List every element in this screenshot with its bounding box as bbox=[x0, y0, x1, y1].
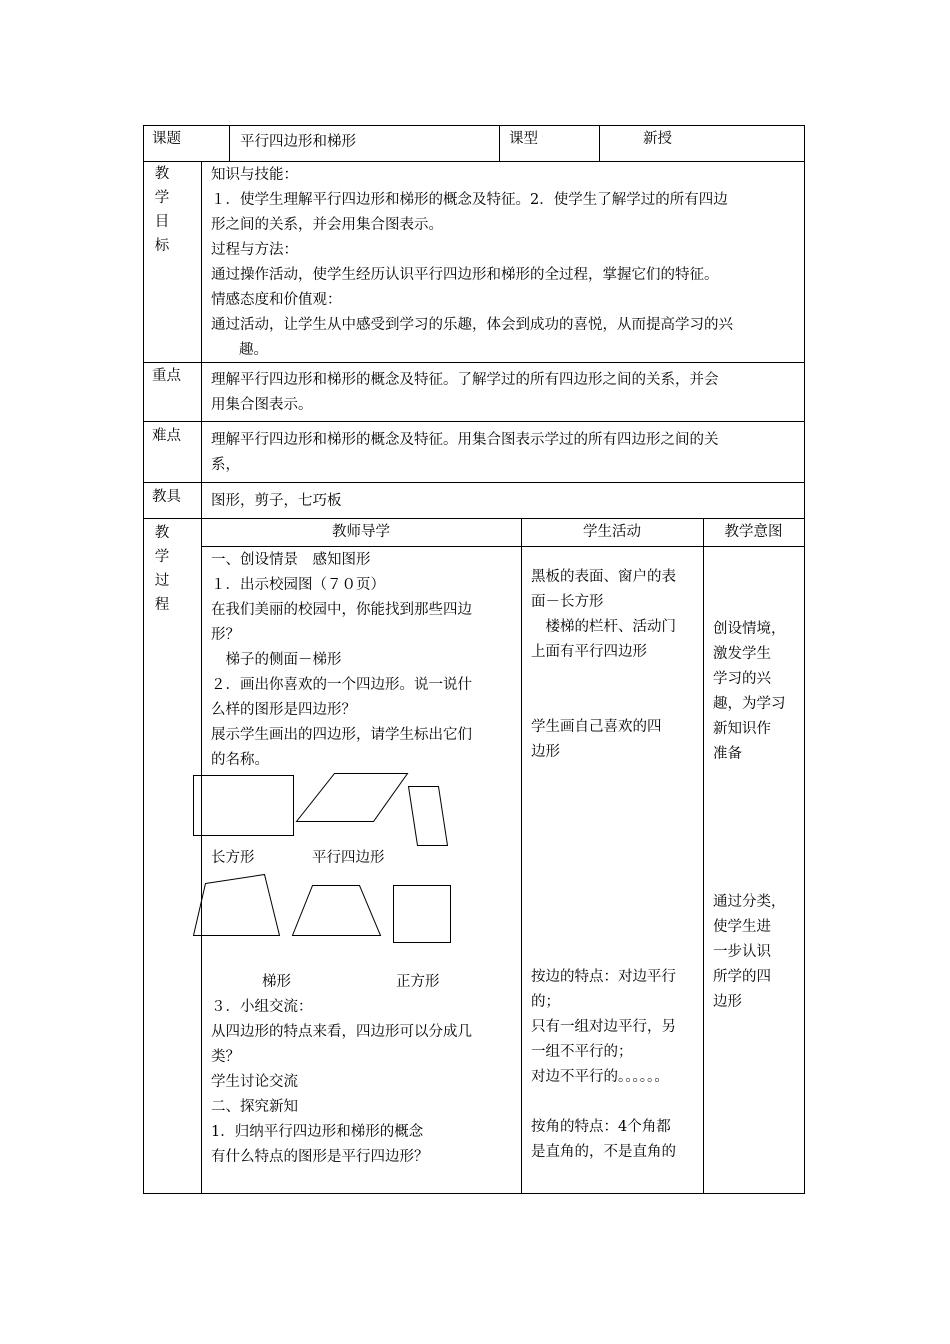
topic-value: 平行四边形和梯形 bbox=[240, 134, 356, 150]
teacher-line: 有什么特点的图形是平行四边形？ bbox=[211, 1149, 429, 1165]
objectives-line: 过程与方法： bbox=[211, 242, 298, 258]
student-line: 学生画自己喜欢的四 bbox=[531, 719, 662, 735]
teacher-column-header: 教师导学 bbox=[332, 524, 390, 540]
teaching-aids-value: 图形，剪子，七巧板 bbox=[211, 493, 342, 509]
intent-line: 趣，为学习 bbox=[713, 696, 786, 712]
teacher-line: 学生讨论交流 bbox=[211, 1074, 298, 1090]
key-point-line: 用集合图表示。 bbox=[211, 397, 313, 413]
student-line: 对边不平行的。。。。。。 bbox=[531, 1069, 669, 1085]
rectangle-label: 长方形 bbox=[211, 850, 255, 866]
intent-line: 所学的四 bbox=[713, 969, 771, 985]
slanted-parallelogram-shape bbox=[409, 787, 448, 846]
intent-line: 通过分类， bbox=[713, 894, 786, 910]
objectives-line: 形之间的关系，并会用集合图表示。 bbox=[211, 217, 443, 233]
objectives-line: 通过活动，让学生从中感受到学习的乐趣，体会到成功的喜悦，从而提高学习的兴 bbox=[211, 317, 733, 333]
parallelogram-shape bbox=[297, 774, 408, 822]
topic-label: 课题 bbox=[152, 131, 181, 147]
intent-line: 新知识作 bbox=[713, 721, 771, 737]
difficult-point-line: 系， bbox=[211, 457, 240, 473]
key-point-line: 理解平行四边形和梯形的概念及特征。了解学过的所有四边形之间的关系，并会 bbox=[211, 372, 719, 388]
teacher-line: 么样的图形是四边形？ bbox=[211, 702, 356, 718]
type-value: 新授 bbox=[643, 131, 672, 147]
teacher-line: 类？ bbox=[211, 1049, 240, 1065]
teacher-line: １．出示校园图（７０页） bbox=[211, 577, 385, 593]
intent-line: 准备 bbox=[713, 746, 742, 762]
trapezoid-label: 梯形 bbox=[262, 974, 291, 990]
process-label: 教学过程 bbox=[154, 525, 170, 613]
student-line: 上面有平行四边形 bbox=[531, 644, 647, 660]
parallelogram-label: 平行四边形 bbox=[312, 850, 385, 866]
intent-line: 一步认识 bbox=[713, 944, 771, 960]
student-line: 是直角的，不是直角的 bbox=[531, 1144, 676, 1160]
student-line: 只有一组对边平行，另 bbox=[531, 1019, 676, 1035]
student-line: 面－长方形 bbox=[531, 594, 604, 610]
intent-column-header: 教学意图 bbox=[724, 524, 783, 540]
student-line: 按边的特点：对边平行 bbox=[531, 969, 676, 985]
teacher-line: ２．画出你喜欢的一个四边形。说一说什 bbox=[211, 677, 472, 693]
rectangle-shape bbox=[194, 776, 294, 836]
objectives-label: 教学目标 bbox=[154, 166, 170, 254]
trapezoid-shape bbox=[293, 886, 381, 936]
objectives-line: 通过操作活动，使学生经历认识平行四边形和梯形的全过程，掌握它们的特征。 bbox=[211, 267, 719, 283]
teacher-line: 形？ bbox=[211, 627, 240, 643]
square-label: 正方形 bbox=[396, 974, 440, 990]
intent-line: 边形 bbox=[713, 994, 742, 1010]
difficult-point-label: 难点 bbox=[152, 428, 181, 444]
key-point-label: 重点 bbox=[152, 368, 181, 384]
intent-line: 创设情境， bbox=[713, 621, 786, 637]
objectives-line: 情感态度和价值观： bbox=[211, 292, 342, 308]
teacher-line: 二、探究新知 bbox=[211, 1099, 298, 1115]
square-shape bbox=[394, 886, 451, 943]
teacher-line: 从四边形的特点来看，四边形可以分成几 bbox=[211, 1024, 472, 1040]
teacher-line: 1．归纳平行四边形和梯形的概念 bbox=[211, 1124, 424, 1140]
objectives-line: １．使学生理解平行四边形和梯形的概念及特征。2．使学生了解学过的所有四边 bbox=[211, 192, 728, 208]
intent-line: 激发学生 bbox=[713, 646, 771, 662]
student-column-header: 学生活动 bbox=[583, 524, 641, 540]
student-line: 边形 bbox=[531, 744, 560, 760]
teacher-line: ３．小组交流： bbox=[211, 999, 313, 1015]
student-line: 按角的特点：4个角都 bbox=[531, 1119, 671, 1135]
objectives-line: 趣。 bbox=[239, 342, 268, 358]
teaching-aids-label: 教具 bbox=[152, 489, 181, 505]
student-line: 一组不平行的； bbox=[531, 1044, 633, 1060]
teacher-line: 展示学生画出的四边形，请学生标出它们 bbox=[211, 727, 472, 743]
teacher-line: 梯子的侧面－梯形 bbox=[211, 652, 342, 668]
intent-line: 学习的兴 bbox=[713, 671, 771, 687]
type-label: 课型 bbox=[509, 131, 538, 147]
difficult-point-line: 理解平行四边形和梯形的概念及特征。用集合图表示学过的所有四边形之间的关 bbox=[211, 432, 719, 448]
teacher-line: 在我们美丽的校园中，你能找到那些四边 bbox=[211, 602, 472, 618]
teacher-line: 的名称。 bbox=[211, 752, 269, 768]
teacher-line: 一、创设情景 感知图形 bbox=[211, 552, 371, 568]
student-line: 的； bbox=[531, 994, 560, 1010]
objectives-line: 知识与技能： bbox=[211, 167, 298, 183]
student-line: 黑板的表面、窗户的表 bbox=[531, 569, 676, 585]
intent-line: 使学生进 bbox=[713, 919, 771, 935]
student-line: 楼梯的栏杆、活动门 bbox=[531, 619, 676, 635]
irregular-quadrilateral-shape bbox=[194, 875, 280, 936]
